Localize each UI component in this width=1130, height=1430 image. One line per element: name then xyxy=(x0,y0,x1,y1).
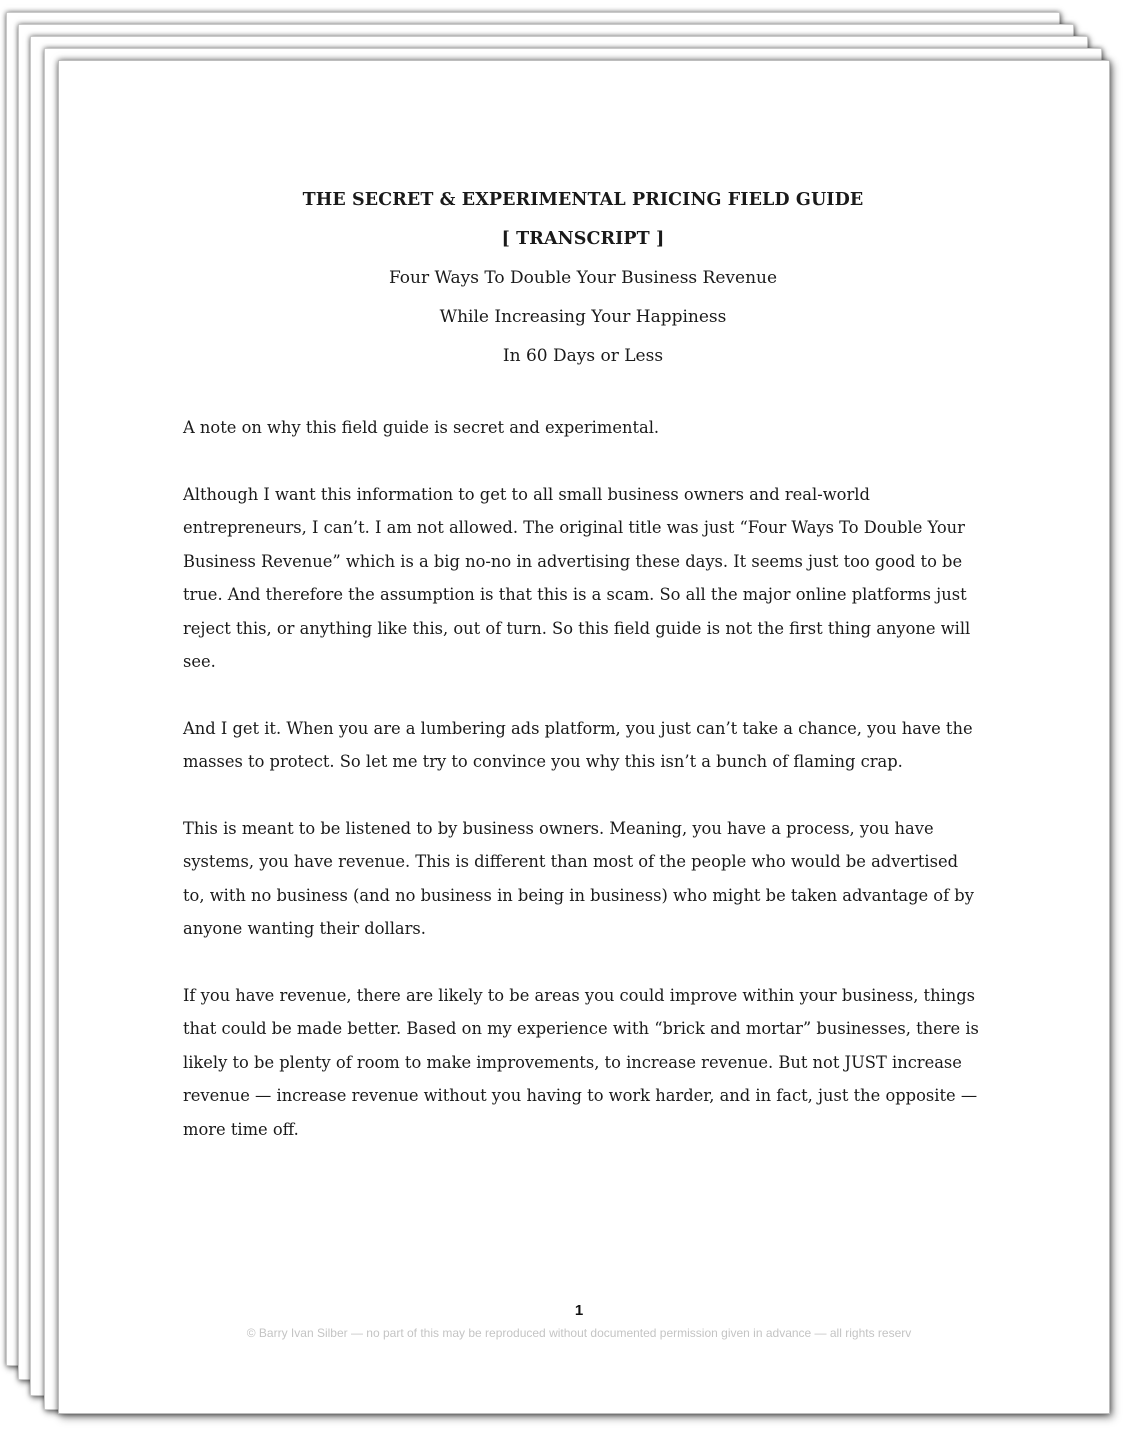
subtitle-line-2: While Increasing Your Happiness xyxy=(439,307,727,327)
title-block xyxy=(183,181,983,376)
paragraph-4: If you have revenue, there are likely to be areas you could improve within your business, things that could be made better. Based on my experience with “brick and mortar” businesses, there is likely to be plenty of room to make improvements, to increase revenue. But not JUST increase revenue — increase revenue without you having to work harder, and in fact, just the opposite — more time off. xyxy=(183,985,979,1139)
body-text xyxy=(183,411,983,1179)
subtitle-line-3: In 60 Days or Less xyxy=(502,346,664,366)
paragraph-note: A note on why this field guide is secret and experimental. xyxy=(183,418,660,437)
document-title: THE SECRET & EXPERIMENTAL PRICING FIELD GUIDE xyxy=(302,190,864,210)
paragraph-2: And I get it. When you are a lumbering ads platform, you just can’t take a chance, you have the masses to protect. So let me try to convince you why this isn’t a bunch of flaming crap. xyxy=(183,718,973,771)
subtitle-line-1: Four Ways To Double Your Business Revenue xyxy=(388,268,778,288)
page-footer xyxy=(179,1299,979,1343)
paragraph-3: This is meant to be listened to by business owners. Meaning, you have a process, you have systems, you have revenue. This is different than most of the people who would be advertised to, with no business (and no business in being in business) who might be taken advantage of by anyone wanting their dollars. xyxy=(183,818,974,938)
paragraph-1: Although I want this information to get to all small business owners and real-world entrepreneurs, I can’t. I am not allowed. The original title was just “Four Ways To Double Your Business Revenue” which is a big no-no in advertising these days. It seems just too good to be true. And therefore the assumption is that this is a scam. So all the major online platforms just reject this, or anything like this, out of turn. So this field guide is not the first thing anyone will see. xyxy=(183,484,971,671)
transcript-tag: [ TRANSCRIPT ] xyxy=(501,229,665,249)
document-page xyxy=(58,60,1110,1414)
copyright-notice: © Barry Ivan Silber — no part of this may be reproduced without documented permission given in advance — all rights reserv xyxy=(246,1326,912,1340)
page-number: 1 xyxy=(574,1302,584,1319)
